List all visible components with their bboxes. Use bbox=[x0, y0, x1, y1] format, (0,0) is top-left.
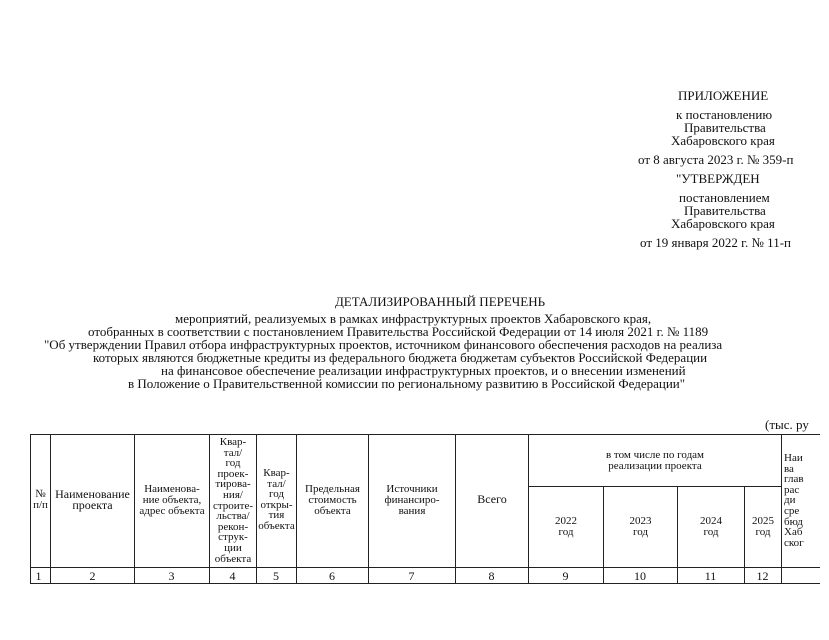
table-line-years bbox=[528, 486, 781, 487]
year-unit: год bbox=[755, 526, 771, 538]
resolution-date-1: от 8 августа 2023 г. № 359-п bbox=[638, 152, 794, 167]
subtitle-line: мероприятий, реализуемых в рамках инфраструктурных проектов Хабаровского края, bbox=[175, 311, 652, 326]
col-header-years-group bbox=[529, 450, 781, 472]
col-header-total bbox=[456, 494, 528, 505]
year-value: 2023 bbox=[629, 515, 652, 527]
region-text: Хабаровского края bbox=[671, 133, 775, 148]
header-line: Предельная bbox=[305, 483, 360, 495]
year-unit: год bbox=[703, 526, 719, 538]
region-text-2: Хабаровского края bbox=[671, 216, 775, 231]
table-col-divider bbox=[781, 434, 782, 584]
column-number: 9 bbox=[562, 569, 569, 583]
col-header-sources bbox=[369, 484, 455, 517]
header-line: Квар- bbox=[263, 467, 290, 479]
column-number: 12 bbox=[756, 569, 769, 583]
table-border-top bbox=[30, 434, 820, 435]
col-header-year-2025 bbox=[745, 516, 781, 538]
header-line: ции bbox=[224, 541, 242, 554]
column-number: 8 bbox=[488, 569, 495, 583]
col-header-project-text: Наименование проекта bbox=[55, 487, 130, 512]
header-line: объекта bbox=[258, 519, 295, 532]
col-header-quarter-open bbox=[257, 468, 296, 532]
col-header-object bbox=[136, 484, 208, 517]
col-header-no-text: № п/п bbox=[33, 488, 48, 511]
header-line: струк- bbox=[218, 531, 248, 544]
col-header-project bbox=[51, 489, 134, 510]
government-text-2: Правительства bbox=[684, 203, 766, 218]
header-line: сре bbox=[784, 504, 800, 517]
year-value: 2024 bbox=[700, 515, 722, 527]
header-line: ва bbox=[784, 462, 794, 475]
column-number: 10 bbox=[634, 569, 646, 583]
header-line: Квар- bbox=[219, 436, 247, 448]
col-header-year-2024 bbox=[678, 516, 744, 538]
header-line: откры- bbox=[260, 498, 293, 511]
year-value: 2022 bbox=[555, 515, 577, 527]
header-line: тирова- bbox=[215, 478, 251, 491]
header-line: строите- bbox=[212, 499, 254, 512]
header-line: рас bbox=[784, 483, 800, 496]
col-header-no bbox=[30, 489, 51, 510]
column-number: 3 bbox=[168, 569, 175, 583]
subtitle-line: отобранных в соответствии с постановлением Правительства Российской Федерации от 14 июля 2021 г. № 1189 bbox=[88, 324, 709, 339]
table-col-divider bbox=[455, 434, 456, 584]
appendix-label: ПРИЛОЖЕНИЕ bbox=[678, 88, 769, 103]
units-label: (тыс. ру bbox=[765, 417, 809, 432]
header-line: Источники bbox=[386, 483, 438, 495]
column-number: 4 bbox=[229, 569, 236, 583]
by-resolution-text: постановлением bbox=[679, 190, 770, 205]
subtitle-line: на финансовое обеспечение реализации инфраструктурных проектов, и о внесении изменений bbox=[161, 363, 686, 378]
approved-label: "УТВЕРЖДЕН bbox=[676, 171, 760, 186]
year-value: 2025 bbox=[752, 515, 774, 527]
col-header-last-cut bbox=[784, 453, 824, 548]
header-line: год bbox=[225, 457, 241, 470]
subtitle-line: "Об утверждении Правил отбора инфраструктурных проектов, источником финансового обеспечения расходов на реализа bbox=[44, 337, 723, 352]
header-line: льства/ bbox=[216, 510, 250, 523]
header-line: финансиро- bbox=[384, 494, 440, 506]
header-line: объекта bbox=[314, 505, 351, 517]
column-number: 6 bbox=[329, 569, 335, 583]
header-line: ског bbox=[784, 536, 804, 549]
header-line: Наи bbox=[784, 453, 803, 464]
header-line: ния/ bbox=[223, 488, 243, 501]
header-line: ди bbox=[784, 494, 796, 507]
header-line: в том числе по годам bbox=[605, 449, 705, 461]
header-line: глав bbox=[784, 473, 804, 486]
col-header-year-2023 bbox=[604, 516, 677, 538]
year-unit: год bbox=[558, 526, 574, 538]
subtitle-line: в Положение о Правительственной комиссии по региональному развитию в Российской Федерации" bbox=[128, 376, 686, 391]
to-resolution-text: к постановлению bbox=[676, 107, 773, 122]
header-line: тия bbox=[268, 509, 285, 522]
year-unit: год bbox=[632, 526, 649, 538]
table-line-header-bottom bbox=[30, 567, 820, 568]
column-number: 7 bbox=[408, 569, 415, 583]
column-number: 2 bbox=[89, 569, 96, 583]
resolution-date-2: от 19 января 2022 г. № 11-п bbox=[640, 235, 791, 250]
government-text: Правительства bbox=[684, 120, 766, 135]
header-line: бюд bbox=[784, 515, 803, 528]
col-header-object-text: Наименова-ние объекта, адрес объекта bbox=[139, 483, 205, 517]
col-header-quarter-design bbox=[210, 437, 256, 564]
header-line: проек- bbox=[217, 467, 249, 480]
document-title: ДЕТАЛИЗИРОВАННЫЙ ПЕРЕЧЕНЬ bbox=[334, 294, 546, 309]
header-line: Хаб bbox=[784, 526, 803, 539]
header-line: год bbox=[268, 488, 285, 501]
header-line: рекон- bbox=[217, 520, 249, 533]
column-number: 1 bbox=[35, 569, 42, 583]
header-line: тал/ bbox=[223, 446, 243, 459]
header-line: тал/ bbox=[267, 477, 286, 490]
header-line: реализации проекта bbox=[608, 460, 702, 472]
column-number: 5 bbox=[273, 569, 279, 583]
header-line: стоимость bbox=[308, 494, 357, 506]
col-header-total-text: Всего bbox=[477, 492, 507, 506]
col-header-year-2022 bbox=[529, 516, 603, 538]
subtitle-line: которых являются бюджетные кредиты из федерального бюджета бюджетам субъектов Российской Федерации bbox=[93, 350, 708, 365]
header-line: объекта bbox=[214, 552, 252, 565]
col-header-cost bbox=[297, 484, 368, 517]
table-col-divider bbox=[134, 434, 135, 584]
header-line: вания bbox=[398, 505, 426, 517]
column-number: 11 bbox=[704, 569, 717, 583]
